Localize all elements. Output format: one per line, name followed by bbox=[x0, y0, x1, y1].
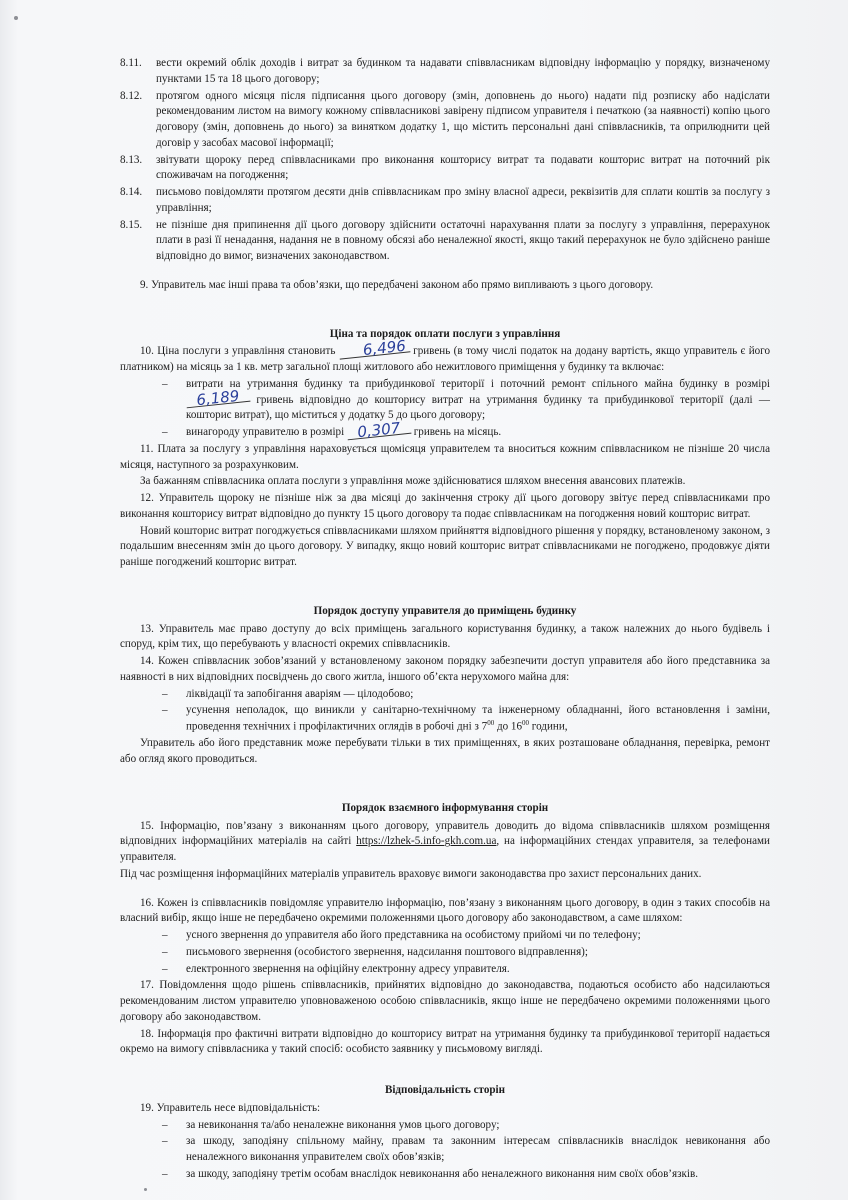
clause-16-item: – електронного звернення на офіційну електронну адресу управителя. bbox=[162, 962, 510, 975]
clause-number: 8.14. bbox=[120, 186, 143, 198]
clause-11: 11. Плата за послугу з управління нараховується щомісяця управителем та вноситься кожним співвласником не пізніше 20 числа місяця, наступного за розрахунковим. bbox=[120, 442, 770, 471]
clause-13: 13. Управитель має право доступу до всіх приміщень загального користування будинку, а також належних до нього будівель і споруд, крім тих, що перебувають у власності окремих співвласників. bbox=[120, 622, 770, 651]
clause-19: 19. Управитель несе відповідальність: bbox=[140, 1101, 321, 1114]
section-heading-responsibility: Відповідальність сторін bbox=[384, 1084, 506, 1097]
clause-number: 8.11. bbox=[120, 57, 142, 69]
clause-8-item bbox=[120, 218, 770, 265]
clause-12: 12. Управитель щороку не пізніше ніж за два місяці до закінчення строку дії цього договору звітує перед співвласниками про виконання кошторису витрат відповідно до пункту 15 цього договору та подає співвласникам на погодження новий кошторис витрат. bbox=[120, 492, 770, 520]
clause-10-item-maintenance: – витрати на утримання будинку та прибудинкової території і поточний ремонт спільного майна будинку в розмірі 6,189 гривень відповідно до кошторису витрат на утримання будинку та прибудинкової території (далі — кошторис витрат), що міститься у додатку 5 до цього договору; bbox=[162, 377, 770, 422]
clause-9: 9. Управитель має інші права та обов’язки, що передбачені законом або прямо випливають з цього договору. bbox=[140, 278, 654, 291]
clause-8-item bbox=[120, 185, 770, 217]
section-heading-information: Порядок взаємного інформування сторін bbox=[341, 801, 549, 814]
clause-8-item bbox=[120, 89, 770, 152]
clause-14-presence: Управитель або його представник може перебувати тільки в тих приміщеннях, в яких розташоване обладнання, перевірка, ремонт або огляд якого проводиться. bbox=[120, 737, 770, 766]
clause-19-item: – за шкоду, заподіяну третім особам внаслідок невиконання або неналежного виконання ним своїх обов’язків. bbox=[162, 1167, 698, 1180]
clause-19-list bbox=[120, 1118, 770, 1183]
clause-text: протягом одного місяця після підписання цього договору (змін, доповнень до нього) надати під розписку або надіслати рекомендованим листом на вимогу кожному співвласникові завірену підписом управителя і печаткою (за наявності) копію цього договору (змін, доповнень до нього) за винятком додатку 1, що містить персональні дані співвласників, та оприлюднити цей договір у засобах масової інформації; bbox=[156, 89, 770, 149]
clause-text: письмово повідомляти протягом десяти днів співвласникам про зміну власної адреси, реквізитів для сплати коштів за послугу з управління; bbox=[156, 186, 770, 214]
clause-number: 8.15. bbox=[120, 218, 143, 231]
clause-text: не пізніше дня припинення дії цього договору здійснити остаточні нарахування плати за послугу з управління, перерахунок плати в разі її ненадання, надання не в повному обсязі або неналежної якості, якщо такий перерахунок не було здійснено раніше відповідно до вимог, визначених законодавством. bbox=[156, 218, 770, 262]
section-heading-price: Ціна та порядок оплати послуги з управління bbox=[329, 327, 561, 340]
clause-16-item: – письмового звернення (особистого звернення, надсилання поштового відправлення); bbox=[162, 945, 588, 958]
clause-11-advance: За бажанням співвласника оплата послуги з управління може здійснюватися шляхом внесення авансових платежів. bbox=[140, 475, 686, 488]
scan-speck bbox=[144, 1188, 147, 1191]
clause-17: 17. Повідомлення щодо рішень співвласників, прийнятих відповідно до законодавства, подаються особисто або надсилаються рекомендованим листом управителю уповноваженою особою співвласників, якщо інше не передбачено окремими положеннями цього договору або законодавством. bbox=[120, 979, 770, 1023]
clause-12-estimate: Новий кошторис витрат погоджується співвласниками шляхом прийняття відповідного рішення у порядку, встановленому законом, з подальшим внесенням змін до цього договору. У випадку, якщо новий кошторис витрат співвласниками не погоджено, продовжує діяти раніше погоджений кошторис витрат. bbox=[120, 524, 770, 568]
clause-16: 16. Кожен із співвласників повідомляє управителю інформацію, пов’язану з виконанням цього договору, в один з таких способів на власний вибір, якщо інше не передбачено окремими положеннями цього договору або законодавством, а саме шляхом: bbox=[120, 896, 770, 925]
clause-number: 8.12. bbox=[120, 89, 143, 102]
handwritten-maintenance-cost: 6,189 bbox=[186, 389, 251, 408]
clause-14-item-accidents: – ліквідації та запобігання аваріям — цілодобово; bbox=[162, 687, 414, 700]
website-link[interactable]: https://lzhek-5.info-gkh.com.ua bbox=[356, 835, 497, 848]
clause-19-item: – за шкоду, заподіяну спільному майну, правам та законним інтересам співвласників внаслідок невиконання або неналежного виконання управителем своїх обов’язків; bbox=[162, 1135, 770, 1164]
clause-14: 14. Кожен співвласник зобов’язаний у встановленому законом порядку забезпечити доступ управителя або його представника за наявності в них відповідних посвідчень до свого житла, іншого об’єкта нерухомого майна для: bbox=[120, 655, 770, 683]
clause-15-privacy: Під час розміщення інформаційних матеріалів управитель враховує вимоги законодавства про захист персональних даних. bbox=[120, 867, 702, 880]
clause-16-list bbox=[120, 928, 770, 977]
clause-15: 15. Інформацію, пов’язану з виконанням цього договору, управитель доводить до відома співвласників шляхом розміщення відповідних інформаційних матеріалів на сайті https://lzhek-5.info-gkh.com.ua, на інформаційних стендах управителя, за телефонами управителя. bbox=[120, 819, 770, 864]
clause-14-item-repairs: – усунення неполадок, що виникли у санітарно-технічному та інженерному обладнанні, його встановлення і заміни, проведення технічних і профілактичних оглядів в робочі дні з $7^{00}$ до $16^{00}$ години, bbox=[162, 704, 770, 733]
clause-10-item-reward: – винагороду управителю в розмірі 0,307 гривень на місяць. bbox=[162, 418, 502, 442]
clause-8-item bbox=[120, 56, 770, 88]
clause-8-list bbox=[120, 56, 770, 265]
clause-text: звітувати щороку перед співвласниками про виконання кошторису витрат та подавати кошторис витрат на поточний рік споживачам на погодження; bbox=[156, 153, 770, 182]
clause-10: 10. Ціна послуги з управління становить 6,496 гривень (в тому числі податок на додану вартість, якщо управитель є його платником) на місяць за 1 кв. метр загальної площі житлового або нежитлового приміщення у будинку та включає: bbox=[120, 337, 770, 373]
clause-18: 18. Інформація про фактичні витрати відповідно до кошторису витрат на утримання будинку та прибудинкової території надається окремо на вимогу співвласника у такий спосіб: особисто заявнику у письмовому вигляді. bbox=[120, 1027, 770, 1056]
clause-number: 8.13. bbox=[120, 153, 143, 166]
clause-16-item: – усного звернення до управителя або його представника на особистому прийомі чи по телефону; bbox=[162, 929, 641, 942]
handwritten-price-total: 6,496 bbox=[338, 341, 410, 360]
handwritten-manager-reward: 0,307 bbox=[346, 422, 411, 441]
clause-19-item: – за невиконання та/або неналежне виконання умов цього договору; bbox=[162, 1118, 500, 1131]
section-heading-access: Порядок доступу управителя до приміщень будинку bbox=[313, 604, 577, 617]
scan-speck bbox=[14, 16, 18, 20]
clause-8-item bbox=[120, 153, 770, 185]
clause-text: вести окремий облік доходів і витрат за будинком та надавати співвласникам відповідну інформацію у порядку, визначеному пунктами 15 та 18 цього договору; bbox=[156, 57, 770, 85]
